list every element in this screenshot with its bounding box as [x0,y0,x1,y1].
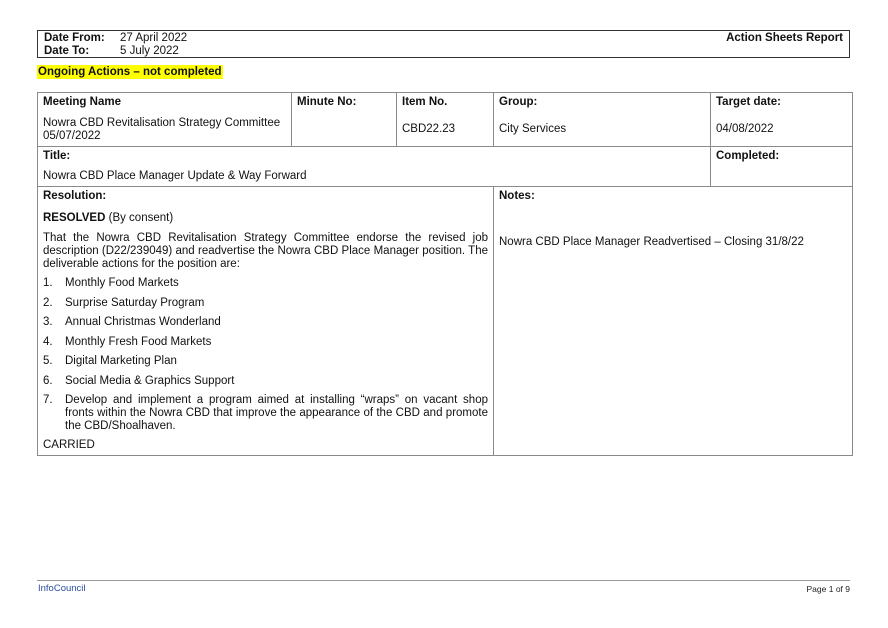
resolution-label: Resolution: [43,190,107,202]
section-heading: Ongoing Actions – not completed [38,66,222,78]
group-label: Group: [499,96,538,108]
list-item-number: 4. [43,335,53,348]
title-cell [38,147,711,187]
carried-text: CARRIED [43,439,95,451]
list-item-number: 1. [43,277,53,289]
title-value: Nowra CBD Place Manager Update & Way Forward [43,170,307,182]
date-to-row [44,45,179,57]
report-header-box [37,30,850,58]
list-item-number: 3. [43,316,53,328]
group-cell [494,93,711,147]
list-item [43,277,488,290]
resolved-suffix: (By consent) [105,212,174,224]
date-to-value: 5 July 2022 [120,45,179,57]
minute-no-cell [292,93,397,147]
meeting-name-label: Meeting Name [43,96,121,108]
date-to-label: Date To: [44,45,90,57]
title-label: Title: [43,150,71,162]
title-row [38,147,853,187]
list-item-text: Develop and implement a program aimed at installing “wraps” on vacant shop fronts within the Nowra CBD that improve the appearance of the CBD and promote the CBD/Shoalhaven. [65,394,488,432]
meeting-name-line2: 05/07/2022 [43,130,101,142]
minute-no-label: Minute No: [297,96,357,108]
notes-label: Notes: [499,190,535,202]
completed-cell [711,147,853,187]
actions-list [43,277,488,433]
resolved-line [43,212,488,225]
resolution-cell [38,187,494,456]
date-from-row [44,32,187,44]
target-date-value: 04/08/2022 [716,123,774,135]
action-sheet-table [37,92,853,456]
meeting-name-cell [38,93,292,147]
list-item-number: 5. [43,355,53,367]
list-item [43,316,488,329]
footer-brand: InfoCouncil [38,583,86,594]
group-value: City Services [499,123,567,135]
footer-page-number: Page 1 of 9 [806,584,850,594]
resolution-text: That the Nowra CBD Revitalisation Strategy Committee endorse the revised job description (D22/239049) and readvertise the Nowra CBD Place Manager position. The deliverable actions for the position are: [43,232,488,270]
date-from-label: Date From: [44,32,105,44]
resolved-bold: RESOLVED [43,212,106,224]
footer-divider [37,580,850,581]
target-date-label: Target date: [716,96,781,108]
list-item-number: 7. [43,394,53,406]
list-item [43,394,488,433]
item-no-label: Item No. [402,96,448,108]
list-item-text: Monthly Food Markets [65,277,179,289]
notes-cell [494,187,853,456]
list-item-text: Social Media & Graphics Support [65,374,235,387]
meeting-row [38,93,853,147]
list-item [43,355,488,368]
list-item-text: Annual Christmas Wonderland [65,316,221,328]
completed-label: Completed: [716,150,780,162]
list-item-number: 6. [43,374,53,387]
list-item-text: Monthly Fresh Food Markets [65,335,212,348]
list-item [43,297,488,310]
report-title: Action Sheets Report [726,32,843,44]
list-item-text: Digital Marketing Plan [65,355,177,367]
item-no-value: CBD22.23 [402,123,456,135]
list-item [43,375,488,388]
list-item-number: 2. [43,296,53,309]
meeting-name-line1: Nowra CBD Revitalisation Strategy Committee [43,117,281,129]
list-item-text: Surprise Saturday Program [65,296,205,309]
item-no-cell [397,93,494,147]
target-date-cell [711,93,853,147]
notes-value: Nowra CBD Place Manager Readvertised – Closing 31/8/22 [499,236,804,248]
resolution-row [38,187,853,456]
date-from-value: 27 April 2022 [120,32,188,44]
list-item [43,336,488,349]
